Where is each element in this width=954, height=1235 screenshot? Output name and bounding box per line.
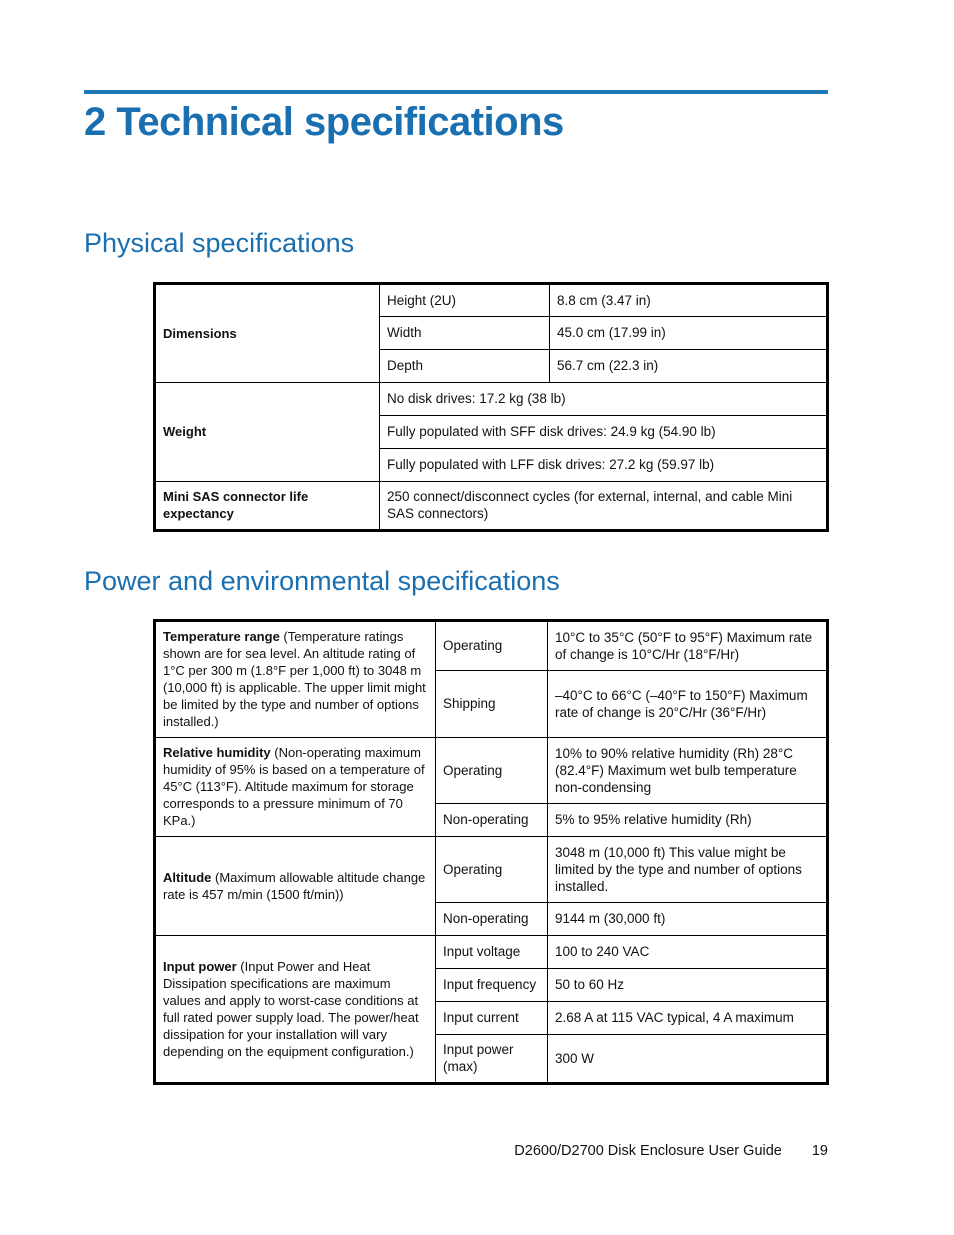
spec-value: 8.8 cm (3.47 in) [550, 284, 828, 317]
dimensions-label: Dimensions [155, 284, 380, 383]
page-number: 19 [811, 1143, 828, 1159]
table-row [155, 837, 828, 903]
temperature-label: Temperature range (Temperature ratings shown are for sea level. An altitude rating of 1°C per 300 m (1.8°F per 1,000 ft) to 3048 m (10,000 ft) is applicable. The upper limit might be limited by the type and number of options installed.) [155, 621, 436, 738]
spec-name: Shipping [436, 671, 548, 738]
spec-name: Height (2U) [380, 284, 550, 317]
power-env-specs-table [153, 619, 829, 1085]
physical-specs-table [153, 282, 829, 532]
spec-name: Non-operating [436, 903, 548, 936]
physical-specs-heading: Physical specifications [84, 228, 355, 258]
spec-value: Fully populated with LFF disk drives: 27.2 kg (59.97 lb) [380, 449, 828, 482]
spec-name: Depth [380, 350, 550, 383]
spec-value: 3048 m (10,000 ft) This value might be limited by the type and number of options installed. [548, 837, 828, 903]
spec-value: 250 connect/disconnect cycles (for external, internal, and cable Mini SAS connectors) [380, 482, 828, 531]
spec-value: 5% to 95% relative humidity (Rh) [548, 804, 828, 837]
spec-value: No disk drives: 17.2 kg (38 lb) [380, 383, 828, 416]
power-env-specs-heading: Power and environmental specifications [84, 566, 560, 596]
table-row [155, 936, 828, 969]
chapter-title: 2 Technical specifications [84, 100, 564, 144]
spec-value: 300 W [548, 1035, 828, 1084]
table-row [155, 738, 828, 804]
chapter-rule [84, 90, 828, 94]
spec-value: Fully populated with SFF disk drives: 24.9 kg (54.90 lb) [380, 416, 828, 449]
spec-name: Input current [436, 1002, 548, 1035]
spec-name: Operating [436, 837, 548, 903]
spec-value: –40°C to 66°C (–40°F to 150°F) Maximum rate of change is 20°C/Hr (36°F/Hr) [548, 671, 828, 738]
table-row [155, 482, 828, 531]
page-footer [514, 1143, 828, 1159]
spec-value: 45.0 cm (17.99 in) [550, 317, 828, 350]
input-power-label: Input power (Input Power and Heat Dissipation specifications are maximum values and apply to worst-case conditions at full rated power supply load. The power/heat dissipation for your installation will vary depending on the equipment configuration.) [155, 936, 436, 1084]
spec-name: Input power (max) [436, 1035, 548, 1084]
connector-label: Mini SAS connector life expectancy [155, 482, 380, 531]
spec-value: 10% to 90% relative humidity (Rh) 28°C (82.4°F) Maximum wet bulb temperature non-condensing [548, 738, 828, 804]
footer-doc-title: D2600/D2700 Disk Enclosure User Guide [514, 1143, 782, 1159]
altitude-label: Altitude (Maximum allowable altitude change rate is 457 m/min (1500 ft/min)) [155, 837, 436, 936]
spec-value: 2.68 A at 115 VAC typical, 4 A maximum [548, 1002, 828, 1035]
spec-name: Non-operating [436, 804, 548, 837]
spec-name: Width [380, 317, 550, 350]
humidity-label: Relative humidity (Non-operating maximum humidity of 95% is based on a temperature of 45°C (113°F). Altitude maximum for storage corresponds to a pressure minimum of 70 KPa.) [155, 738, 436, 837]
spec-name: Operating [436, 621, 548, 671]
spec-value: 56.7 cm (22.3 in) [550, 350, 828, 383]
spec-value: 100 to 240 VAC [548, 936, 828, 969]
spec-value: 9144 m (30,000 ft) [548, 903, 828, 936]
spec-value: 10°C to 35°C (50°F to 95°F) Maximum rate of change is 10°C/Hr (18°F/Hr) [548, 621, 828, 671]
spec-name: Operating [436, 738, 548, 804]
table-row [155, 383, 828, 416]
spec-name: Input frequency [436, 969, 548, 1002]
table-row [155, 284, 828, 317]
table-row [155, 621, 828, 671]
spec-value: 50 to 60 Hz [548, 969, 828, 1002]
spec-name: Input voltage [436, 936, 548, 969]
weight-label: Weight [155, 383, 380, 482]
